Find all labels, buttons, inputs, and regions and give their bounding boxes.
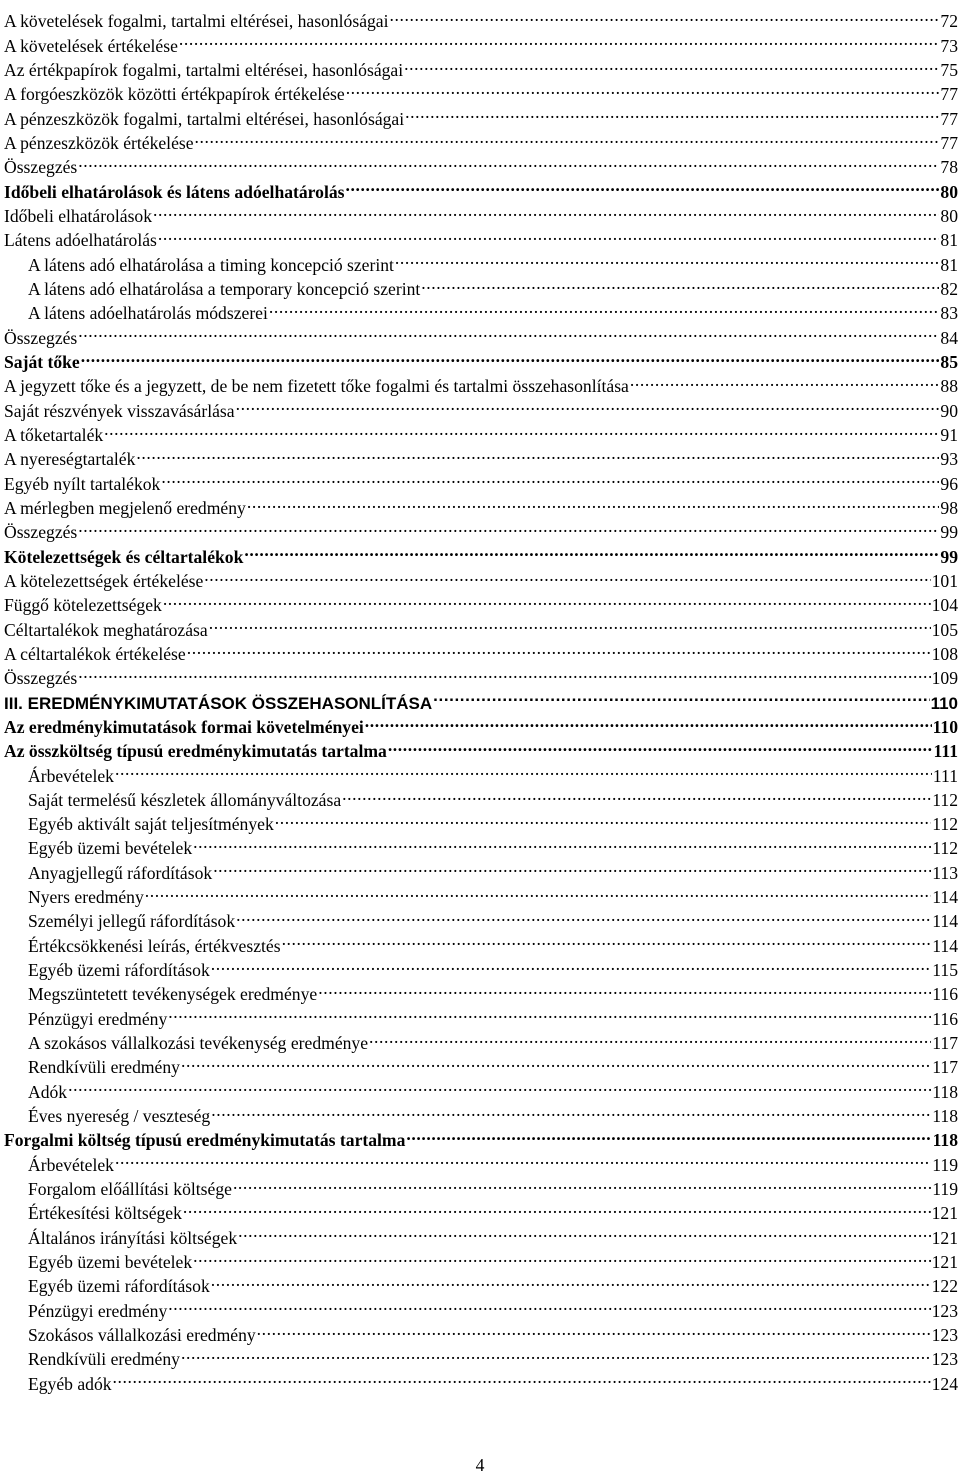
toc-entry-page: 72: [940, 11, 958, 32]
dot-leader: [193, 1244, 930, 1268]
toc-entry-page: 93: [940, 449, 958, 470]
dot-leader: [346, 76, 940, 100]
toc-entry[interactable]: [4, 1098, 958, 1127]
toc-entry-page: 83: [940, 303, 958, 324]
dot-leader: [395, 246, 939, 270]
toc-entry[interactable]: [4, 782, 958, 810]
toc-entry-page: 112: [932, 838, 958, 859]
dot-leader: [209, 611, 931, 635]
dot-leader: [104, 417, 939, 441]
toc-entry-title: Összegzés: [4, 668, 78, 689]
toc-entry-title: Forgalmi költség típusú eredménykimutatás tartalma: [4, 1130, 406, 1151]
dot-leader: [233, 1171, 931, 1195]
dot-leader: [282, 927, 932, 951]
dot-leader: [244, 538, 939, 562]
toc-entry-title: A pénzeszközök fogalmi, tartalmi eltérései, hasonlóságai: [4, 108, 405, 129]
dot-leader: [269, 295, 940, 319]
toc-entry-page: 112: [932, 789, 958, 810]
toc-entry-page: 121: [931, 1227, 958, 1248]
toc-entry-page: 85: [940, 351, 958, 372]
toc-entry[interactable]: [4, 1365, 958, 1394]
toc-entry[interactable]: [4, 1171, 958, 1200]
toc-entry-title: A jegyzett tőke és a jegyzett, de be nem fizetett tőke fogalmi és tartalmi összehasonlítása: [4, 376, 629, 397]
toc-entry-title: Nyers eredmény: [28, 887, 144, 908]
dot-leader: [78, 514, 939, 538]
toc-entry-page: 81: [940, 254, 958, 275]
toc-entry-page: 96: [940, 473, 958, 494]
toc-entry-title: A nyereségtartalék: [4, 449, 136, 470]
toc-entry-title: Egyéb üzemi ráfordítások: [28, 960, 210, 981]
toc-entry-page: 118: [932, 1081, 958, 1102]
toc-entry-page: 99: [940, 522, 958, 543]
page-number: 4: [475, 1455, 485, 1475]
toc-entry-title: Általános irányítási költségek: [28, 1227, 238, 1248]
toc-entry-page: 105: [931, 619, 958, 640]
toc-entry-title: A céltartalékok értékelése: [4, 643, 186, 664]
toc-entry-title: Értékesítési költségek: [28, 1203, 182, 1224]
dot-leader: [433, 684, 929, 708]
dot-leader: [238, 1219, 930, 1243]
toc-entry-title: Az összköltség típusú eredménykimutatás tartalma: [4, 741, 387, 762]
toc-entry-title: Szokásos vállalkozási eredmény: [28, 1325, 256, 1346]
toc-entry-page: 75: [940, 59, 958, 80]
toc-entry-title: A forgóeszközök közötti értékpapírok értékelése: [4, 84, 345, 105]
toc-entry-title: A szokásos vállalkozási tevékenység eredménye: [28, 1033, 369, 1054]
toc-entry-page: 99: [940, 546, 958, 567]
dot-leader: [183, 1195, 931, 1219]
toc-entry[interactable]: [4, 538, 958, 567]
toc-entry-page: 114: [932, 887, 958, 908]
toc-entry[interactable]: [4, 344, 958, 372]
dot-leader: [213, 854, 931, 878]
toc-entry-page: 82: [940, 278, 958, 299]
dot-leader: [187, 636, 931, 660]
toc-entry-title: Anyagjellegű ráfordítások: [28, 862, 213, 883]
toc-entry-page: 116: [932, 1008, 958, 1029]
toc-entry-page: 90: [940, 400, 958, 421]
toc-entry[interactable]: [4, 660, 958, 689]
dot-leader: [211, 952, 932, 976]
toc-entry-page: 114: [932, 935, 958, 956]
dot-leader: [113, 1365, 931, 1389]
toc-entry-title: Időbeli elhatárolások: [4, 205, 153, 226]
dot-leader: [136, 441, 939, 465]
toc-entry-title: Pénzügyi eredmény: [28, 1008, 168, 1029]
dot-leader: [195, 125, 940, 149]
toc-entry-title: Forgalom előállítási költsége: [28, 1179, 232, 1200]
toc-entry[interactable]: [4, 319, 958, 348]
dot-leader: [369, 1025, 931, 1049]
toc-entry-page: 77: [940, 84, 958, 105]
toc-entry-title: Függő kötelezettségek: [4, 595, 162, 616]
toc-entry-title: A követelések fogalmi, tartalmi eltérései, hasonlóságai: [4, 11, 389, 32]
dot-leader: [342, 782, 931, 806]
toc-entry-title: Egyéb nyílt tartalékok: [4, 473, 161, 494]
toc-entry-page: 114: [932, 911, 958, 932]
dot-leader: [193, 830, 931, 854]
toc-entry-page: 122: [931, 1276, 958, 1297]
toc-entry-page: 123: [931, 1349, 958, 1370]
toc-entry-title: Megszüntetett tevékenységek eredménye: [28, 984, 318, 1005]
toc-entry-title: Egyéb adók: [28, 1373, 112, 1394]
toc-entry-page: 111: [933, 741, 958, 762]
toc-entry-title: Céltartalékok meghatározása: [4, 619, 208, 640]
dot-leader: [78, 319, 939, 343]
dot-leader: [365, 709, 932, 733]
toc-entry-title: Pénzügyi eredmény: [28, 1300, 168, 1321]
toc-entry-title: Egyéb üzemi bevételek: [28, 1252, 193, 1273]
toc-entry-title: Összegzés: [4, 157, 78, 178]
dot-leader: [163, 587, 931, 611]
toc-entry[interactable]: [4, 903, 958, 932]
toc-entry-page: 115: [932, 960, 958, 981]
toc-entry-title: Árbevételek: [28, 765, 114, 786]
dot-leader: [78, 660, 930, 684]
dot-leader: [421, 271, 939, 295]
toc-entry-title: III. EREDMÉNYKIMUTATÁSOK ÖSSZEHASONLÍTÁSA: [4, 693, 433, 713]
toc-entry[interactable]: [4, 1146, 958, 1175]
toc-entry-page: 80: [940, 205, 958, 226]
dot-leader: [145, 879, 931, 903]
toc-entry-title: Időbeli elhatárolások és látens adóelhatárolás: [4, 181, 345, 202]
toc-entry-page: 119: [932, 1179, 958, 1200]
dot-leader: [318, 976, 931, 1000]
dot-leader: [236, 392, 940, 416]
dot-leader: [158, 222, 940, 246]
toc-entry-title: Saját részvények visszavásárlása: [4, 400, 235, 421]
toc-entry-page: 121: [931, 1252, 958, 1273]
toc-entry-page: 124: [931, 1373, 958, 1394]
toc-entry-page: 123: [931, 1325, 958, 1346]
dot-leader: [346, 173, 940, 197]
dot-leader: [181, 1341, 931, 1365]
toc-entry-page: 111: [932, 765, 958, 786]
dot-leader: [68, 1073, 931, 1097]
toc-entry-page: 118: [932, 1130, 958, 1151]
toc-entry-page: 84: [940, 327, 958, 348]
table-of-contents: [4, 3, 958, 1394]
dot-leader: [404, 52, 939, 76]
toc-entry[interactable]: [4, 514, 958, 543]
toc-entry-page: 117: [932, 1057, 958, 1078]
toc-entry-page: 80: [940, 181, 958, 202]
toc-entry-title: Árbevételek: [28, 1154, 114, 1175]
toc-entry[interactable]: [4, 879, 958, 908]
dot-leader: [161, 465, 939, 489]
toc-entry-title: A látens adó elhatárolása a timing koncepció szerint: [28, 254, 394, 275]
toc-entry[interactable]: [4, 757, 958, 786]
dot-leader: [406, 1122, 931, 1146]
toc-entry-title: Személyi jellegű ráfordítások: [28, 911, 236, 932]
toc-entry-page: 108: [931, 643, 958, 664]
toc-entry[interactable]: [4, 173, 958, 202]
toc-entry-title: Saját termelésű készletek állományváltozása: [28, 789, 342, 810]
toc-entry[interactable]: [4, 368, 958, 397]
toc-entry-title: Összegzés: [4, 522, 78, 543]
dot-leader: [115, 757, 932, 781]
toc-entry-page: 113: [932, 862, 958, 883]
toc-entry-page: 119: [932, 1154, 958, 1175]
toc-entry-title: A mérlegben megjelenő eredmény: [4, 497, 246, 518]
toc-entry-title: Adók: [28, 1081, 68, 1102]
toc-entry-title: Az eredménykimutatások formai követelményei: [4, 716, 364, 737]
dot-leader: [275, 806, 932, 830]
toc-entry-title: Éves nyereség / veszteség: [28, 1106, 211, 1127]
toc-entry-title: Egyéb üzemi ráfordítások: [28, 1276, 210, 1297]
dot-leader: [181, 1049, 931, 1073]
toc-entry-title: Kötelezettségek és céltartalékok: [4, 546, 244, 567]
toc-entry-page: 110: [932, 716, 958, 737]
dot-leader: [630, 368, 940, 392]
toc-entry[interactable]: [4, 3, 958, 32]
toc-entry-title: Látens adóelhatárolás: [4, 230, 157, 251]
toc-entry-page: 109: [931, 668, 958, 689]
dot-leader: [78, 149, 939, 173]
toc-entry-page: 101: [931, 570, 958, 591]
toc-entry-title: A pénzeszközök értékelése: [4, 132, 194, 153]
toc-entry-title: A követelések értékelése: [4, 35, 178, 56]
toc-entry-page: 77: [940, 108, 958, 129]
toc-entry-page: 118: [932, 1106, 958, 1127]
toc-entry-page: 112: [932, 814, 958, 835]
toc-entry-page: 81: [940, 230, 958, 251]
toc-entry-title: Összegzés: [4, 327, 78, 348]
dot-leader: [115, 1146, 931, 1170]
toc-entry-page: 78: [940, 157, 958, 178]
dot-leader: [168, 1000, 931, 1024]
dot-leader: [211, 1268, 931, 1292]
toc-entry-page: 88: [940, 376, 958, 397]
toc-entry[interactable]: [4, 417, 958, 445]
toc-entry-page: 116: [932, 984, 958, 1005]
dot-leader: [168, 1292, 930, 1316]
toc-entry-page: 121: [931, 1203, 958, 1224]
dot-leader: [388, 733, 933, 757]
toc-entry-title: Rendkívüli eredmény: [28, 1057, 180, 1078]
toc-entry-title: Az értékpapírok fogalmi, tartalmi eltérései, hasonlóságai: [4, 59, 404, 80]
dot-leader: [247, 490, 940, 514]
dot-leader: [81, 344, 940, 368]
toc-entry[interactable]: [4, 1073, 958, 1102]
toc-entry[interactable]: [4, 441, 958, 470]
toc-entry-page: 117: [932, 1033, 958, 1054]
toc-entry-page: 110: [930, 693, 958, 713]
toc-entry[interactable]: [4, 149, 958, 178]
dot-leader: [405, 100, 939, 124]
toc-entry[interactable]: [4, 684, 958, 713]
toc-entry-title: A kötelezettségek értékelése: [4, 570, 204, 591]
dot-leader: [179, 27, 940, 51]
toc-entry-page: 91: [940, 424, 958, 445]
dot-leader: [153, 198, 939, 222]
dot-leader: [211, 1098, 931, 1122]
toc-entry-title: Egyéb aktivált saját teljesítmények: [28, 814, 274, 835]
toc-entry-page: 123: [931, 1300, 958, 1321]
toc-entry-page: 73: [940, 35, 958, 56]
toc-entry-title: Értékcsökkenési leírás, értékvesztés: [28, 935, 281, 956]
toc-entry[interactable]: [4, 465, 958, 494]
dot-leader: [257, 1317, 931, 1341]
toc-entry-title: Egyéb üzemi bevételek: [28, 838, 193, 859]
dot-leader: [204, 563, 930, 587]
toc-entry-title: A látens adó elhatárolása a temporary koncepció szerint: [28, 278, 421, 299]
dot-leader: [390, 3, 940, 27]
toc-entry-page: 77: [940, 132, 958, 153]
toc-entry-title: A látens adóelhatárolás módszerei: [28, 303, 268, 324]
toc-entry-title: Rendkívüli eredmény: [28, 1349, 180, 1370]
toc-entry-title: Saját tőke: [4, 351, 80, 372]
toc-entry-page: 98: [940, 497, 958, 518]
toc-entry-page: 104: [931, 595, 958, 616]
toc-entry-title: A tőketartalék: [4, 424, 104, 445]
dot-leader: [236, 903, 931, 927]
